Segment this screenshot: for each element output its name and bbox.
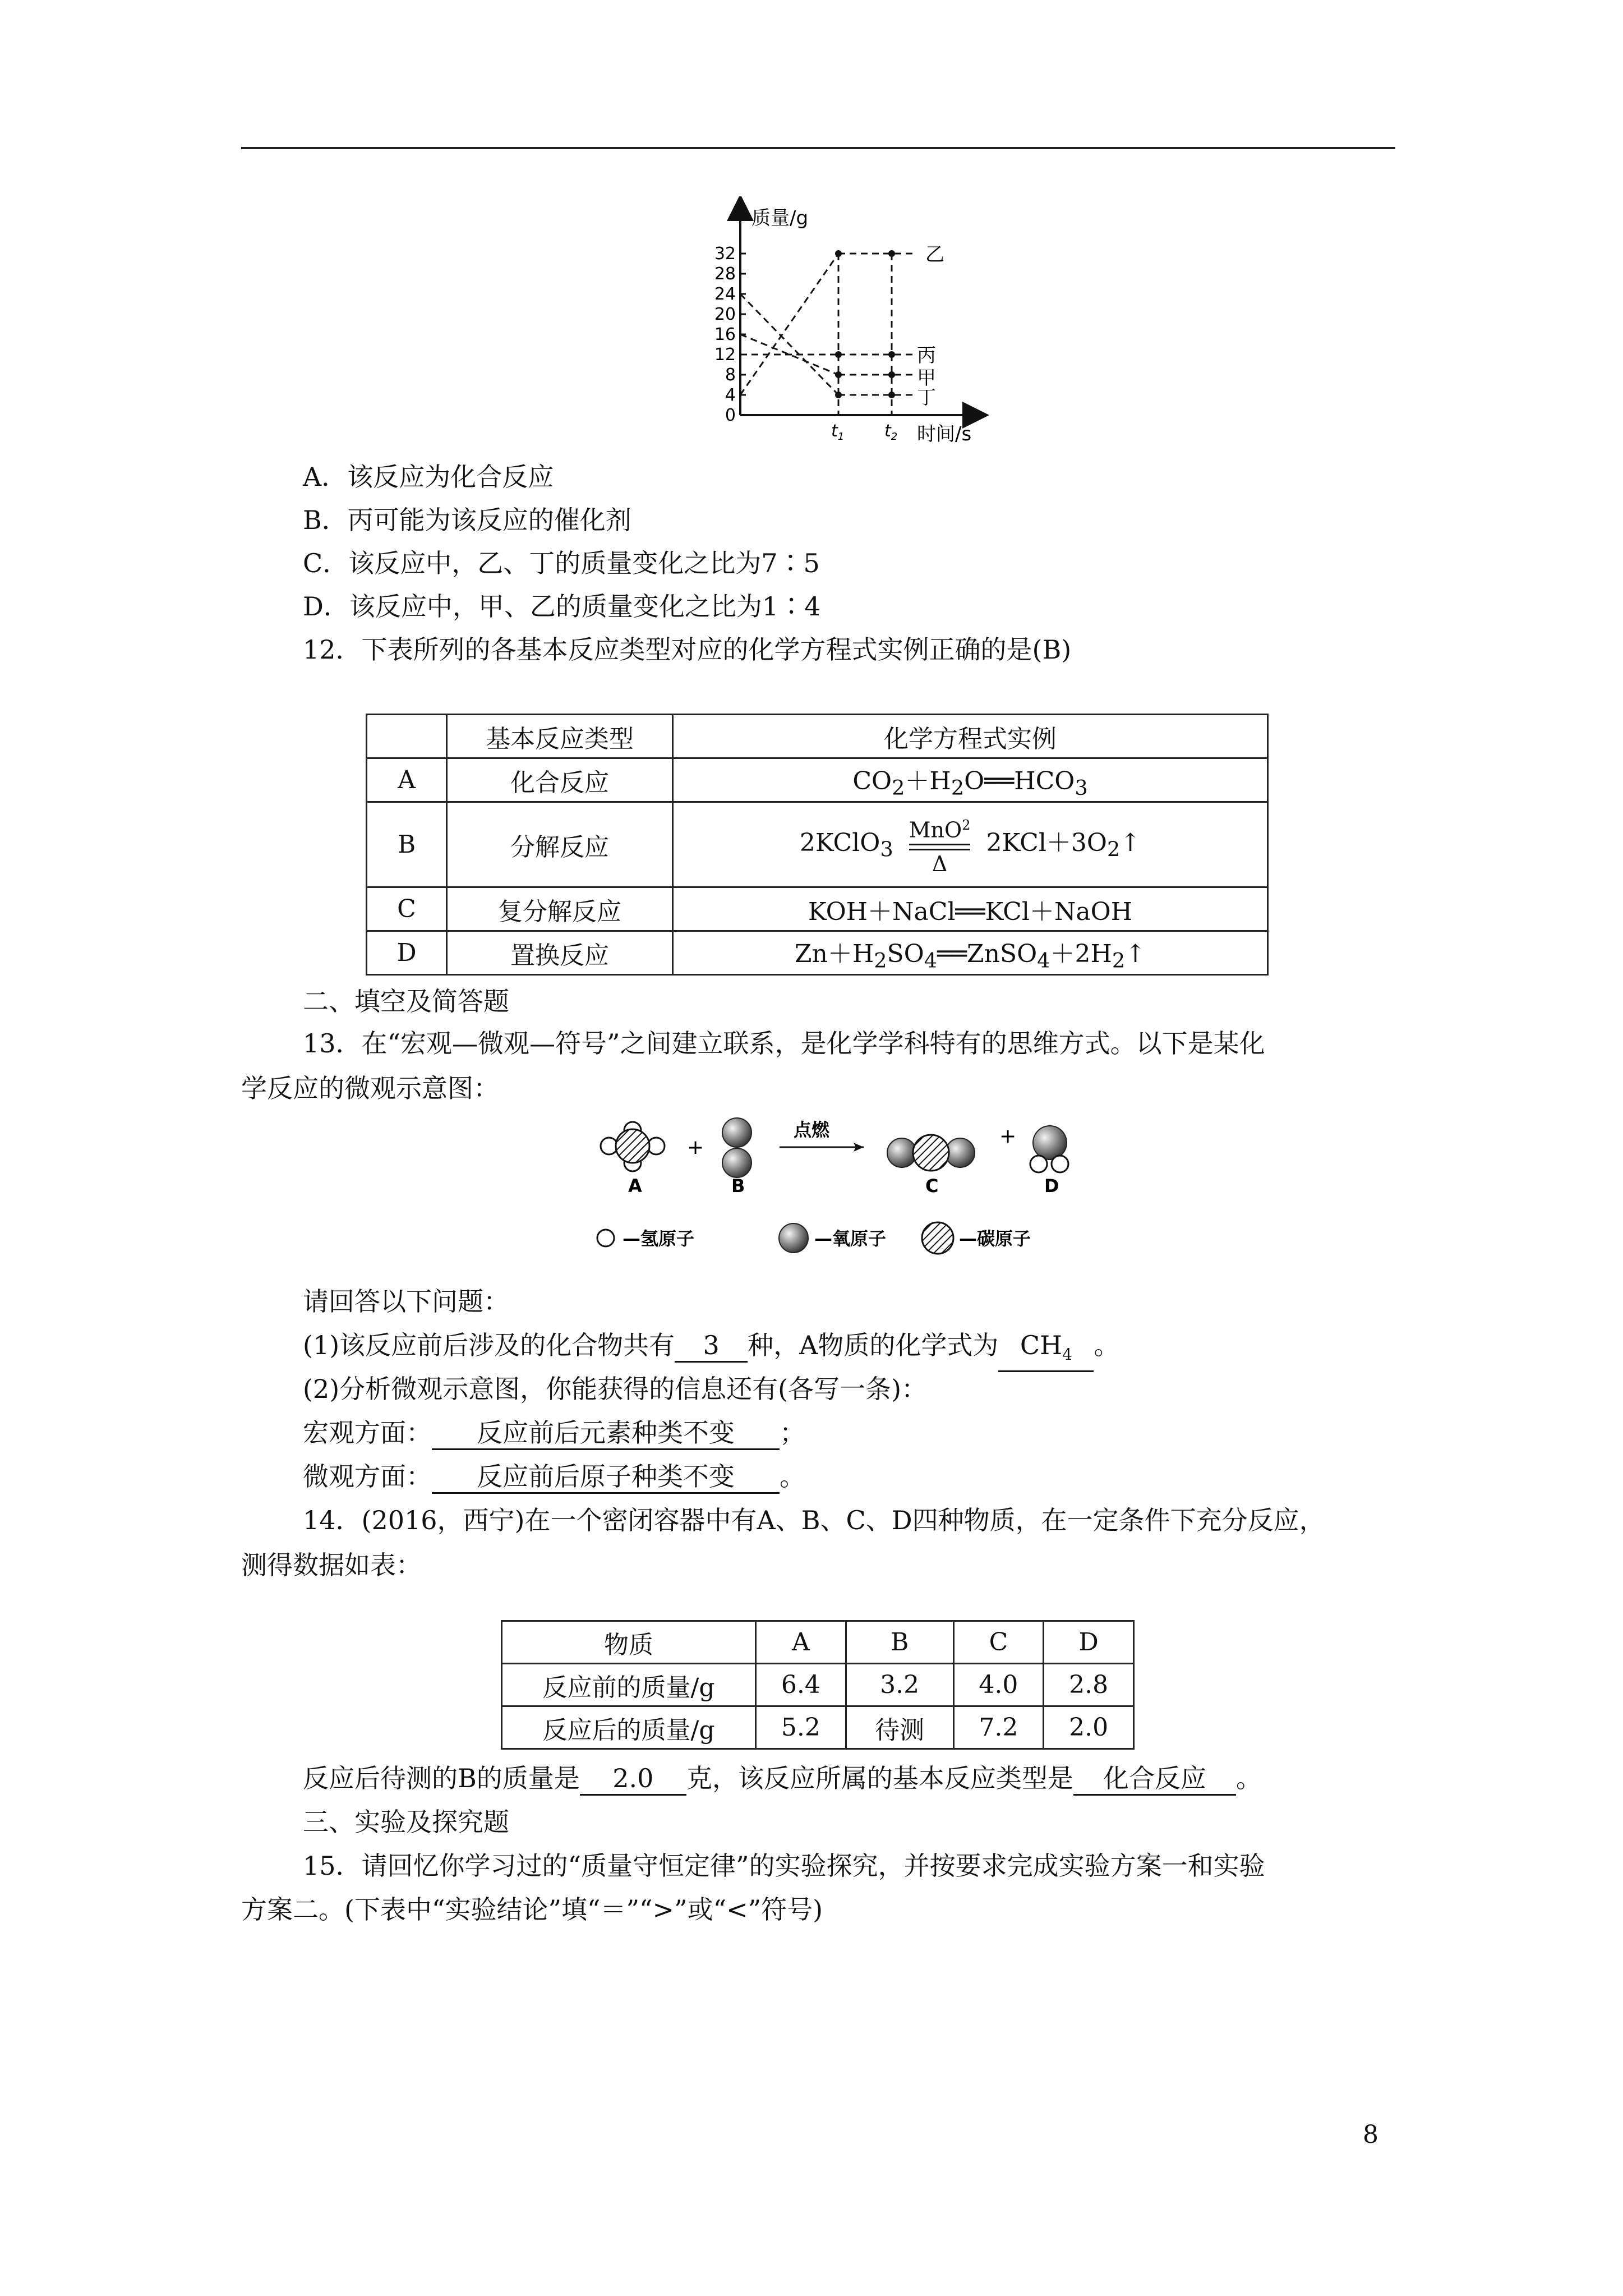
table-header-cell: 物质 — [502, 1621, 756, 1664]
y-tick-label: 20 — [714, 305, 736, 324]
data-point — [888, 250, 895, 257]
page-number: 8 — [1363, 2120, 1378, 2149]
table-cell: 2.8 — [1044, 1664, 1134, 1706]
q12-table — [366, 714, 1269, 976]
mass-time-chart — [662, 196, 1009, 449]
q13-part1: (1)该反应前后涉及的化合物共有 3 种，A物质的化学式为 $CH_4$ 。 — [303, 1328, 1119, 1372]
table-cell: 3.2 — [846, 1664, 953, 1706]
y-axis-label: 质量/g — [751, 207, 809, 229]
data-point — [835, 351, 842, 358]
hydrogen-atom-icon — [597, 1230, 614, 1246]
y-tick-label: 32 — [714, 244, 736, 264]
answer-blank: 反应前后原子种类不变 — [432, 1461, 780, 1494]
legend-oxygen: —氧原子 — [814, 1228, 887, 1249]
legend-carbon: —碳原子 — [959, 1228, 1031, 1249]
plus-sign: + — [999, 1125, 1017, 1148]
equation-cell: $CO_2+H_2O══HCO_3$ — [673, 758, 1268, 802]
type-cell: 化合反应 — [447, 758, 673, 802]
q12-stem: 12．下表所列的各基本反应类型对应的化学方程式实例正确的是(B) — [303, 634, 1072, 665]
option-cell: C — [367, 887, 447, 931]
table-header-cell: 化学方程式实例 — [673, 715, 1268, 758]
option-cell: B — [367, 802, 447, 887]
table-header-row — [367, 715, 1268, 758]
label-c: C — [925, 1175, 939, 1197]
section-2-heading: 二、填空及简答题 — [303, 986, 509, 1016]
q11-option-b: B．丙可能为该反应的催化剂 — [303, 505, 631, 535]
legend-hydrogen: —氢原子 — [623, 1228, 695, 1249]
option-cell: D — [367, 931, 447, 975]
table-row — [367, 931, 1268, 975]
label-ding: 丁 — [917, 386, 936, 409]
equation-cell: 2KClO$_3$ MnO$^2$ Δ $2KCl+3O_2↑$ — [673, 802, 1268, 887]
q13-part2: (2)分析微观示意图，你能获得的信息还有(各写一条)： — [303, 1374, 928, 1404]
table-cell: 6.4 — [756, 1664, 846, 1706]
y-tick-label: 12 — [714, 345, 736, 365]
equation-cell: $Zn+H_2SO_4══ZnSO_4+2H_2↑$ — [673, 931, 1268, 975]
type-cell: 置换反应 — [447, 931, 673, 975]
series-line — [740, 294, 838, 395]
data-point — [888, 392, 895, 398]
table-cell: 4.0 — [953, 1664, 1044, 1706]
table-row — [502, 1706, 1134, 1749]
data-point — [835, 250, 842, 257]
arrow-label: 点燃 — [794, 1119, 830, 1140]
q11-option-c: C．该反应中，乙、丁的质量变化之比为7∶5 — [303, 548, 820, 578]
y-tick-label: 4 — [725, 385, 736, 405]
q13-stem-line2: 学反应的微观示意图： — [241, 1073, 499, 1103]
molecule-b — [722, 1118, 751, 1177]
t1-label: $t_1$ — [831, 421, 845, 443]
condition-stack: MnO$^2$ Δ — [909, 817, 971, 876]
table-header-cell — [367, 715, 447, 758]
q15-line1: 15．请回忆你学习过的“质量守恒定律”的实验探究，并按要求完成实验方案一和实验 — [303, 1851, 1265, 1881]
table-row — [367, 802, 1268, 887]
table-row — [367, 758, 1268, 802]
data-point — [888, 371, 895, 378]
molecule-d — [1030, 1126, 1068, 1172]
answer-blank: 化合反应 — [1073, 1763, 1236, 1796]
q14-answer: 反应后待测的B的质量是 2.0 克，该反应所属的基本反应类型是 化合反应 。 — [303, 1761, 1262, 1796]
q13-micro: 微观方面： 反应前后原子种类不变 。 — [303, 1460, 805, 1494]
q13-macro: 宏观方面： 反应前后元素种类不变 ； — [303, 1416, 805, 1450]
answer-blank: 反应前后元素种类不变 — [432, 1417, 780, 1450]
equation-cell: KOH＋NaCl══KCl＋NaOH — [673, 887, 1268, 931]
table-header-row — [502, 1621, 1134, 1664]
table-cell: 反应前的质量/g — [502, 1664, 756, 1706]
label-yi: 乙 — [925, 243, 944, 266]
q11-option-d: D．该反应中，甲、乙的质量变化之比为1∶4 — [303, 591, 821, 622]
table-cell: 5.2 — [756, 1706, 846, 1749]
chart-series — [740, 250, 917, 415]
q14-table — [501, 1620, 1135, 1750]
table-header-cell: C — [953, 1621, 1044, 1664]
micro-reaction-diagram — [594, 1108, 1099, 1265]
oxygen-atom-icon — [779, 1223, 808, 1253]
table-header-cell: 基本反应类型 — [447, 715, 673, 758]
molecule-c — [887, 1135, 975, 1171]
type-cell: 分解反应 — [447, 802, 673, 887]
q15-line2: 方案二。(下表中“实验结论”填“＝”“>”或“<”符号) — [241, 1894, 823, 1925]
y-tick-label: 0 — [725, 406, 736, 425]
label-bing: 丙 — [917, 344, 936, 367]
table-cell: 待测 — [846, 1706, 953, 1749]
q14-stem-line2: 测得数据如表： — [241, 1550, 422, 1580]
type-cell: 复分解反应 — [447, 887, 673, 931]
table-row — [367, 887, 1268, 931]
q11-option-a: A．该反应为化合反应 — [303, 462, 554, 492]
y-tick-label: 28 — [714, 264, 736, 284]
y-tick-label: 16 — [714, 325, 736, 344]
y-tick-label: 8 — [725, 365, 736, 385]
section-3-heading: 三、实验及探究题 — [303, 1807, 509, 1837]
y-tick-label: 24 — [714, 284, 736, 304]
label-jia: 甲 — [917, 367, 936, 389]
label-a: A — [628, 1175, 642, 1197]
data-point — [835, 371, 842, 378]
header-rule — [241, 147, 1395, 149]
carbon-atom-icon — [922, 1222, 953, 1254]
t2-label: $t_2$ — [884, 421, 898, 443]
table-header-cell: D — [1044, 1621, 1134, 1664]
table-header-cell: B — [846, 1621, 953, 1664]
molecule-a — [601, 1122, 665, 1171]
table-header-cell: A — [756, 1621, 846, 1664]
label-b: B — [731, 1175, 745, 1197]
data-point — [888, 351, 895, 358]
table-cell: 7.2 — [953, 1706, 1044, 1749]
table-cell: 反应后的质量/g — [502, 1706, 756, 1749]
data-point — [835, 392, 842, 398]
answer-blank: 2.0 — [580, 1763, 686, 1796]
option-cell: A — [367, 758, 447, 802]
q14-stem-line1: 14．(2016，西宁)在一个密闭容器中有A、B、C、D四种物质，在一定条件下充分反应， — [303, 1505, 1325, 1535]
x-axis-label: 时间/s — [917, 423, 972, 445]
label-d: D — [1044, 1175, 1059, 1197]
table-cell: 2.0 — [1044, 1706, 1134, 1749]
answer-blank: $CH_4$ — [998, 1329, 1094, 1372]
plus-sign: + — [687, 1136, 704, 1159]
table-row — [502, 1664, 1134, 1706]
q13-stem-line1: 13．在“宏观—微观—符号”之间建立联系，是化学学科特有的思维方式。以下是某化 — [303, 1028, 1265, 1059]
series-line — [740, 254, 838, 395]
answer-blank: 3 — [675, 1329, 748, 1363]
q13-ask: 请回答以下问题： — [303, 1286, 509, 1317]
